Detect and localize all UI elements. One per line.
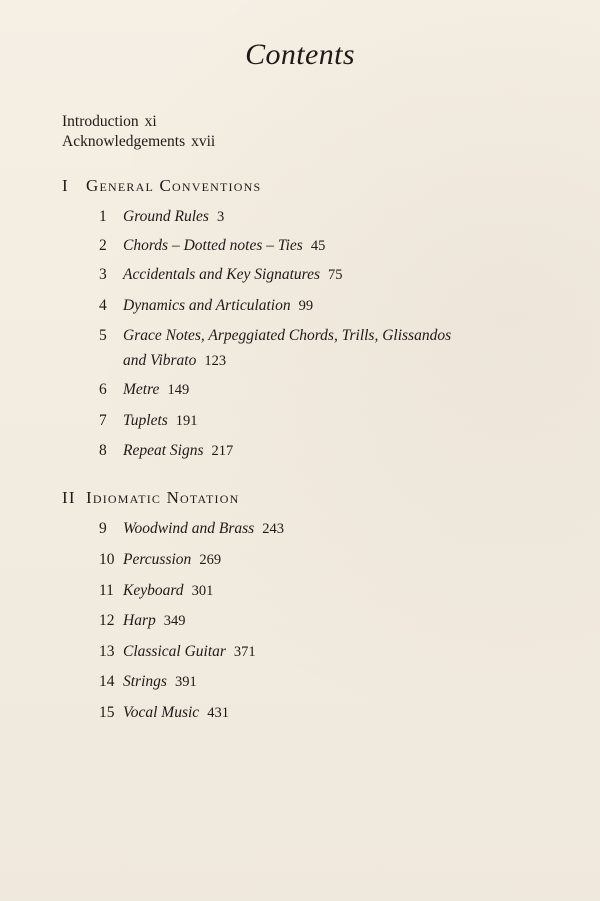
chapter-entry <box>99 237 325 255</box>
chapter-page: 371 <box>233 644 256 660</box>
chapter-page: 191 <box>175 413 198 429</box>
part-title: General Conventions <box>86 176 262 195</box>
chapter-entry <box>99 612 185 630</box>
page-title: Contents <box>245 38 355 71</box>
front-matter-page: xi <box>144 113 157 130</box>
chapter-number: 3 <box>99 266 107 283</box>
chapter-entry <box>99 442 233 460</box>
chapter-entry <box>99 412 198 430</box>
chapter-number: 9 <box>99 520 107 537</box>
chapter-number: 2 <box>99 237 107 254</box>
chapter-page: 75 <box>328 267 343 283</box>
chapter-title: Keyboard <box>123 582 184 599</box>
chapter-number: 7 <box>99 412 107 429</box>
chapter-number: 8 <box>99 442 107 459</box>
chapter-entry <box>99 520 284 538</box>
chapter-title: Harp <box>123 612 156 629</box>
chapter-entry <box>99 327 451 370</box>
chapter-entry <box>99 704 229 722</box>
chapter-number: 12 <box>99 612 115 629</box>
chapter-page: 3 <box>216 209 225 225</box>
chapter-title: Woodwind and Brass <box>123 520 255 537</box>
chapter-title: Chords – Dotted notes – Ties <box>123 237 303 254</box>
chapter-title: Classical Guitar <box>123 643 226 660</box>
chapter-page: 269 <box>199 552 222 568</box>
chapter-entry <box>99 551 221 569</box>
chapter-title: Strings <box>123 673 167 690</box>
part-heading-1 <box>62 176 261 196</box>
chapter-number: 10 <box>99 551 115 568</box>
chapter-number: 13 <box>99 643 115 660</box>
chapter-entry <box>99 297 313 315</box>
chapter-entry <box>99 673 197 691</box>
part-heading-2 <box>62 488 239 508</box>
front-matter-label: Introduction <box>62 113 139 130</box>
front-matter-acknowledgements <box>62 133 215 151</box>
front-matter-page: xvii <box>191 133 216 150</box>
front-matter-label: Acknowledgements <box>62 133 186 150</box>
chapter-number: 5 <box>99 327 107 344</box>
chapter-number: 4 <box>99 297 107 314</box>
chapter-title: Accidentals and Key Signatures <box>123 266 321 283</box>
chapter-title: Ground Rules <box>123 208 209 225</box>
chapter-entry <box>99 582 213 600</box>
chapter-page: 391 <box>174 674 197 690</box>
chapter-title: Repeat Signs <box>123 442 204 459</box>
chapter-title-line2: and Vibrato <box>123 352 197 369</box>
chapter-title: Metre <box>123 381 160 398</box>
chapter-title: Vocal Music <box>123 704 200 721</box>
chapter-number: 15 <box>99 704 115 721</box>
chapter-page: 243 <box>262 521 284 537</box>
chapter-page: 301 <box>191 583 214 599</box>
chapter-number: 14 <box>99 673 115 690</box>
chapter-title: Tuplets <box>123 412 168 429</box>
chapter-entry <box>99 266 343 284</box>
part-title: Idiomatic Notation <box>86 488 240 507</box>
chapter-page: 431 <box>207 705 229 721</box>
front-matter-introduction <box>62 113 157 131</box>
chapter-page: 123 <box>204 353 227 369</box>
chapter-title-continuation <box>99 352 451 370</box>
chapter-page: 99 <box>298 298 314 314</box>
chapter-page: 149 <box>167 382 190 398</box>
chapter-title: Dynamics and Articulation <box>123 297 291 314</box>
chapter-entry <box>99 381 189 399</box>
chapter-entry <box>99 643 256 661</box>
chapter-number: 11 <box>99 582 114 599</box>
chapter-title: Percussion <box>123 551 192 568</box>
chapter-page: 349 <box>163 613 186 629</box>
chapter-entry <box>99 208 224 226</box>
chapter-number: 1 <box>99 208 107 225</box>
part-number: II <box>62 488 76 507</box>
chapter-number: 6 <box>99 381 107 398</box>
chapter-page: 217 <box>211 443 234 459</box>
chapter-page: 45 <box>310 238 326 254</box>
chapter-title: Grace Notes, Arpeggiated Chords, Trills, Glissandos <box>123 327 452 344</box>
part-number: I <box>62 176 69 195</box>
